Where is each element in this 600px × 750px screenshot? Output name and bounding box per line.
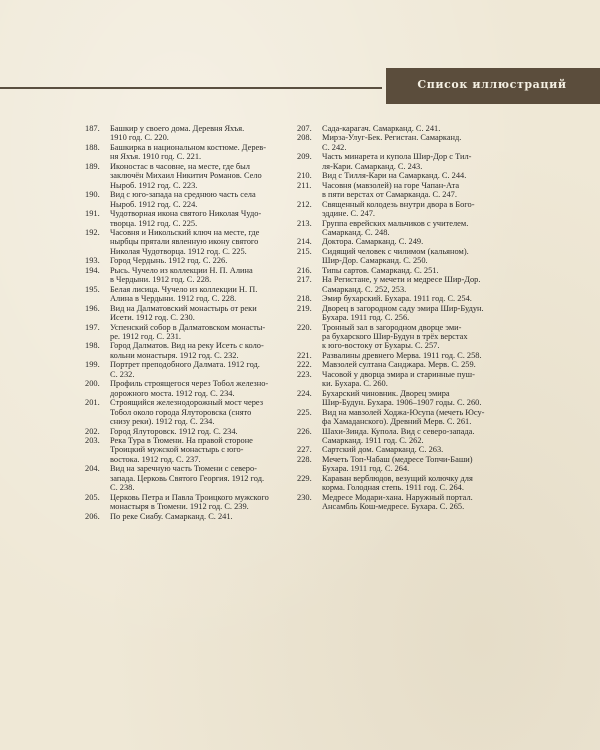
entry-text: Город Чердынь. 1912 год. С. 226. [110, 256, 228, 266]
entry-number: 212. [297, 199, 312, 209]
entry-text: Группа еврейских мальчиков с учителем. Самарканд. С. 248. [322, 218, 469, 237]
entry-number: 196. [85, 303, 100, 313]
list-item [297, 152, 512, 171]
entry-text: Портрет преподобного Далмата. 1912 год. С. 232. [110, 360, 260, 379]
list-item [85, 512, 287, 521]
entry-number: 198. [85, 341, 100, 351]
entry-number: 228. [297, 454, 312, 464]
entry-text: Чудотворная икона святого Николая Чудо- творца. 1912 год. С. 225. [110, 209, 262, 228]
entry-text: Вид на заречную часть Тюмени с северо- запада. Церковь Святого Георгия. 1912 год. С. 238. [110, 464, 265, 493]
left-column [85, 124, 287, 521]
entry-number: 188. [85, 142, 100, 152]
entry-number: 192. [85, 227, 100, 237]
entry-number: 223. [297, 369, 312, 379]
entry-number: 190. [85, 190, 100, 200]
entry-text: Доктора. Самарканд. С. 249. [322, 237, 424, 247]
entry-text: Мирза-Улуг-Бек. Регистан. Самарканд. С. 242. [322, 133, 462, 152]
entry-text: Тронный зал в загородном дворце эми- ра бухарского Шир-Будун в трёх верстах к юго-востоку от Бухары. С. 257. [322, 322, 468, 351]
entry-number: 219. [297, 303, 312, 313]
entry-number: 220. [297, 322, 312, 332]
list-item [297, 275, 512, 294]
entry-number: 189. [85, 161, 100, 171]
list-item [297, 171, 512, 180]
list-item [85, 493, 287, 512]
entry-number: 201. [85, 398, 100, 408]
entry-number: 202. [85, 426, 100, 436]
entry-number: 191. [85, 209, 100, 219]
page-title: Список иллюстраций [417, 78, 567, 91]
list-item [85, 228, 287, 256]
entry-text: Медресе Модари-хана. Наружный портал. Ансамбль Кош-медресе. Бухара. С. 265. [322, 492, 473, 512]
entry-number: 194. [85, 265, 100, 275]
entry-number: 218. [297, 294, 312, 304]
entry-text: Река Тура в Тюмени. На правой стороне Троицкий мужской монастырь с юго- востока. 1912 год. С. 237. [110, 435, 253, 464]
entry-number: 221. [297, 350, 312, 360]
entry-text: Рысь. Чучело из коллекции Н. П. Алина в Чердыни. 1912 год. С. 228. [110, 265, 253, 285]
entry-text: Дворец в загородном саду эмира Шир-Будун. Бухара. 1911 год. С. 256. [322, 303, 484, 323]
list-item [297, 389, 512, 408]
entry-number: 203. [85, 435, 100, 445]
list-item [297, 304, 512, 323]
list-item [297, 408, 512, 427]
list-item [85, 256, 287, 265]
entry-text: Вид на мавзолей Ходжа-Юсупа (мечеть Юсу- фа Хамаданского). Древний Мерв. С. 261. [322, 407, 485, 427]
list-item [85, 209, 287, 228]
entry-number: 193. [85, 256, 100, 266]
entry-text: Успенский собор в Далматовском монасты- ре. 1912 год. С. 231. [110, 322, 266, 341]
list-item [297, 323, 512, 351]
entry-number: 211. [297, 180, 312, 190]
entry-text: Часовой у дворца эмира и старинные пуш- ки. Бухара. С. 260. [322, 369, 475, 389]
list-item [297, 474, 512, 493]
entry-number: 216. [297, 265, 312, 275]
entry-text: Сада-карагач. Самарканд. С. 241. [322, 124, 441, 133]
entry-text: Иконостас в часовне, на месте, где был заключён Михаил Никитич Романов. Село Ныроб. 1912 год. С. 223. [110, 161, 262, 190]
list-item [85, 360, 287, 379]
entry-number: 210. [297, 171, 312, 181]
list-item [297, 237, 512, 246]
list-item [297, 219, 512, 238]
list-item [297, 445, 512, 454]
entry-number: 197. [85, 322, 100, 332]
list-item [85, 341, 287, 360]
entry-text: Эмир бухарский. Бухара. 1911 год. С. 254. [322, 294, 472, 304]
entry-text: Профиль строящегося через Тобол железно- дорожного моста. 1912 год. С. 234. [110, 379, 269, 398]
entry-number: 195. [85, 284, 100, 294]
entry-number: 205. [85, 492, 100, 502]
entry-number: 215. [297, 246, 312, 256]
list-item [85, 464, 287, 492]
entry-number: 229. [297, 473, 312, 483]
entry-text: Вид с Тилля-Кари на Самарканд. С. 244. [322, 171, 467, 181]
list-item [297, 351, 512, 360]
entry-number: 213. [297, 218, 312, 228]
list-item [297, 133, 512, 152]
list-item [85, 143, 287, 162]
entry-number: 206. [85, 511, 100, 521]
entry-text: Сидящий человек с чилимом (кальяном). Шир-Дор. Самарканд. С. 250. [322, 246, 469, 266]
entry-text: Мавзолей султана Санджара. Мерв. С. 259. [322, 360, 476, 370]
entry-number: 214. [297, 237, 312, 247]
entry-text: Сартский дом. Самарканд. С. 263. [322, 445, 444, 455]
list-item [85, 398, 287, 426]
entry-text: Часовня и Никольский ключ на месте, где нырбцы прятали явленную икону святого Николая Чудотворца. 1912 год. С. 225. [110, 227, 260, 256]
entry-text: Часовня (мавзолей) на горе Чапан-Ата в пяти верстах от Самарканда. С. 247. [322, 180, 460, 200]
entry-text: Типы сартов. Самарканд. С. 251. [322, 265, 439, 275]
entry-text: Мечеть Топ-Чабаш (медресе Топчи-Баши) Бухара. 1911 год. С. 264. [322, 454, 473, 474]
entry-text: Часть минарета и купола Шир-Дор с Тил- ля-Кари. Самарканд. С. 243. [322, 152, 472, 171]
entry-number: 207. [297, 124, 312, 133]
entry-text: По реке Сиабу. Самарканд. С. 241. [110, 511, 233, 521]
entry-text: Шахи-Зинда. Купола. Вид с северо-запада. Самарканд. 1911 год. С. 262. [322, 426, 475, 445]
list-item [297, 181, 512, 200]
entry-text: Город Ялуторовск. 1912 год. С. 234. [110, 426, 238, 436]
list-item [85, 285, 287, 304]
list-item [297, 427, 512, 446]
list-item [85, 162, 287, 190]
entry-text: Развалины древнего Мерва. 1911 год. С. 258. [322, 350, 482, 360]
list-item [297, 493, 512, 512]
entry-text: Город Далматов. Вид на реку Исеть с коло- кольни монастыря. 1912 год. С. 232. [110, 341, 264, 360]
list-item [297, 124, 512, 133]
entry-text: Священный колодезь внутри двора в Бого- эддине. С. 247. [322, 199, 475, 219]
list-item [85, 379, 287, 398]
list-item [297, 266, 512, 275]
header-rule [0, 87, 382, 89]
list-item [297, 294, 512, 303]
list-item [85, 266, 287, 285]
entry-text: Вид на Далматовский монастырь от реки Исети. 1912 год. С. 230. [110, 303, 257, 323]
list-item [297, 247, 512, 266]
entry-text: Церковь Петра и Павла Троицкого мужского монастыря в Тюмени. 1912 год. С. 239. [110, 492, 269, 512]
entry-text: Бухарский чиновник. Дворец эмира Шир-Будун. Бухара. 1906–1907 годы. С. 260. [322, 388, 482, 408]
right-column [297, 124, 512, 512]
list-item [297, 455, 512, 474]
entry-number: 227. [297, 445, 312, 455]
list-item [85, 124, 287, 143]
list-item [85, 436, 287, 464]
entry-number: 225. [297, 407, 312, 417]
entry-text: Башкир у своего дома. Деревня Яхъя. 1910 год. С. 220. [110, 124, 245, 143]
entry-number: 230. [297, 492, 312, 502]
entry-number: 224. [297, 388, 312, 398]
list-item [297, 370, 512, 389]
entry-number: 204. [85, 464, 100, 474]
list-item [85, 190, 287, 209]
entry-text: Вид с юго-запада на среднюю часть села Ныроб. 1912 год. С. 224. [110, 190, 256, 209]
list-item [85, 304, 287, 323]
entry-text: На Регистане, у мечети и медресе Шир-Дор. Самарканд. С. 252, 253. [322, 275, 481, 294]
entry-number: 187. [85, 124, 100, 133]
entry-number: 217. [297, 275, 312, 285]
entry-text: Башкирка в национальном костюме. Дерев- ня Яхъя. 1910 год. С. 221. [110, 142, 266, 162]
entry-text: Строящийся железнодорожный мост через Тобол около города Ялуторовска (снято снизу реки). 1912 год. С. 234. [110, 398, 264, 427]
list-item [297, 360, 512, 369]
entry-number: 199. [85, 360, 100, 370]
list-item [85, 323, 287, 342]
list-item [297, 200, 512, 219]
list-item [85, 427, 287, 436]
entry-number: 200. [85, 379, 100, 389]
entry-text: Белая лисица. Чучело из коллекции Н. П. Алина в Чердыни. 1912 год. С. 228. [110, 284, 258, 304]
entry-number: 226. [297, 426, 312, 436]
entry-number: 209. [297, 152, 312, 162]
entry-text: Караван верблюдов, везущий колючку для корма. Голодная степь. 1911 год. С. 264. [322, 473, 473, 493]
entry-number: 222. [297, 360, 312, 370]
entry-number: 208. [297, 133, 312, 143]
